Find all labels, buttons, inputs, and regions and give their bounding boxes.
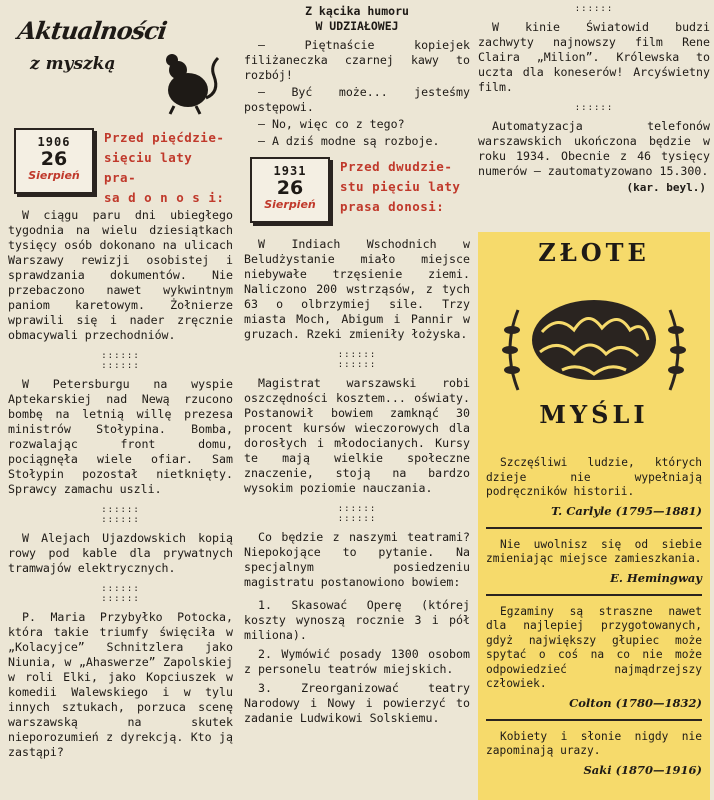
news-paragraph: Automatyzacja telefonów warszawskich ukończona będzie w roku 1934. Obecnie z 46 tysięcy numerów — zautomatyzowano 15.300.: [478, 119, 710, 178]
news-paragraph: Co będzie z naszymi teatrami? Niepokojące to pytanie. Na specjalnym posiedzeniu magistratu postanowiono bowiem:: [244, 530, 470, 589]
date-year: 1931: [273, 164, 307, 178]
date-month: Sierpień: [28, 169, 80, 182]
date-year: 1906: [37, 135, 71, 149]
date-box: [250, 157, 330, 223]
news-paragraph: W kinie Światowid budzi zachwyty najnowszy film Rene Claira „Milion”. Królewska to uczta dla koneserów! Arcyświetny film.: [478, 20, 710, 94]
column-1: [8, 0, 233, 768]
separator: :::::: ::::::: [101, 505, 140, 525]
humor-kicker: Z kącika humoru: [305, 4, 409, 18]
logo-title: Aktualności: [15, 16, 169, 45]
mouse-icon: [148, 48, 228, 118]
history-header-1931: [244, 157, 470, 229]
news-paragraph: W Petersburgu na wyspie Aptekarskiej nad Newą rzucono bombę na letnią willę prezesa ministrów Stołypina. Bomba, rozwalając front domu, pociągnęła wiele ofiar. Sam Stołypin pozostał nietknięty. Sprawcy zamachu uszli.: [8, 377, 233, 496]
news-paragraph: Magistrat warszawski robi oszczędności kosztem... oświaty. Postanowił bowiem zamknąć 30 procent kursów wieczorowych dla dorosłych i młodocianych. Kursy te mają wielkie społeczne znaczenie, stoją na bardzo wysokim poziomie nauczania.: [244, 376, 470, 495]
date-box: [14, 128, 94, 194]
divider: [486, 594, 702, 596]
history-header-1906: [8, 128, 233, 205]
section-kicker: [104, 128, 232, 208]
panel-title-bottom: MYŚLI: [539, 400, 649, 429]
column-logo: [8, 0, 233, 128]
quote-author: T. Carlyle (1795—1881): [551, 503, 702, 518]
quote-text: Egzaminy są straszne nawet dla najlepiej przygotowanych, gdyż największy głupiec może spytać o coś na co nie może odpowiedzieć najmądrzejszy człowiek.: [486, 604, 702, 690]
separator: :::::: ::::::: [337, 350, 377, 370]
column-2: [244, 0, 470, 734]
panel-title-top: ZŁOTE: [538, 238, 650, 267]
quote-author: E. Hemingway: [610, 570, 702, 585]
brain-icon: [478, 270, 710, 420]
quote-text: Kobiety i słonie nigdy nie zapominają urazy.: [486, 729, 702, 757]
quote-author: Colton (1780—1832): [569, 695, 702, 710]
list-item: 1. Skasować Operę (której koszty wynoszą rocznie 3 i pół miliona).: [244, 598, 470, 642]
column-3: [478, 0, 710, 777]
quote-author: Saki (1870—1916): [583, 762, 702, 777]
separator: :::::: ::::::: [101, 351, 140, 371]
logo-subtitle: z myszką: [30, 54, 116, 74]
humor-line: — Być może... jesteśmy postępowi.: [244, 85, 470, 114]
news-paragraph: W Alejach Ujazdowskich kopią rowy pod kable dla prywatnych tramwajów elektrycznych.: [8, 531, 233, 575]
divider: [486, 719, 702, 721]
kicker-line: Przed dwudzie-: [340, 159, 453, 174]
news-paragraph: W Indiach Wschodnich w Beludżystanie miało miejsce niebywałe trzęsienie ziemi. Naliczono 200 wstrząsów, z tych 63 o olbrzymiej sile. Trzy miasta Moch, Abigum i Pannir w gruzach. Rzeki zmieniły łożyska.: [244, 237, 470, 341]
signature: (kar. beyl.): [626, 181, 706, 194]
separator: :::::: ::::::: [337, 504, 377, 524]
kicker-line: Przed pięćdzie-: [104, 130, 225, 145]
news-paragraph: P. Maria Przybyłko Potocka, która takie triumfy święciła w „Kolacyjce” Schnitzlera jako Niunia, w „Ahaswerze” Zapolskiej w roli Elki, jako Kopciuszek w komedii Walewskiego i w tylu innych sztukach, porzuca scenę warszawską na skutek nieporozumień z dyrekcją. Kto ją zastąpi?: [8, 610, 233, 759]
quote-text: Szczęśliwi ludzie, których dzieje nie wypełniają podręczników historii.: [486, 456, 702, 498]
quote-text: Nie uwolnisz się od siebie zmieniając miejsce zamieszkania.: [486, 537, 702, 565]
kicker-line: sięciu laty pra-: [104, 150, 193, 185]
section-kicker: [340, 157, 468, 217]
list-item: 2. Wymówić posady 1300 osobom z personelu teatrów miejskich.: [244, 647, 470, 676]
golden-thoughts-panel: [478, 232, 710, 800]
news-paragraph: W ciągu paru dni ubiegłego tygodnia na wielu dziesiątkach tysięcy osób dokonano na ulicach Warszawy rewizji osobistej i sprawdzania dokumentów. Nie przebaczono nawet wykwintnym paniom karetowym. Żołnierze wprawili się i nader zręcznie obmacywali przechodniów.: [8, 208, 233, 342]
humor-title: W UDZIAŁOWEJ: [315, 19, 399, 33]
kicker-line: stu pięciu laty: [340, 179, 461, 194]
date-day: 26: [40, 148, 68, 170]
date-month: Sierpień: [264, 198, 316, 211]
quotes-list: [478, 456, 710, 777]
separator: ::::::: [574, 103, 614, 113]
separator: :::::: ::::::: [101, 584, 140, 604]
humor-line: — No, więc co z tego?: [258, 117, 405, 131]
divider: [486, 527, 702, 529]
kicker-line: sa d o n o s i:: [104, 190, 225, 205]
kicker-line: prasa donosi:: [340, 199, 445, 214]
humor-line: — A dziś modne są rozboje.: [258, 134, 440, 148]
separator: ::::::: [574, 4, 614, 14]
humor-line: — Piętnaście kopiejek filiżaneczka czarnej kawy to rozbój!: [244, 38, 470, 82]
date-day: 26: [276, 177, 304, 199]
list-item: 3. Zreorganizować teatry Narodowy i Nowy i powierzyć to zadanie Ludwikowi Solskiemu.: [244, 681, 470, 725]
